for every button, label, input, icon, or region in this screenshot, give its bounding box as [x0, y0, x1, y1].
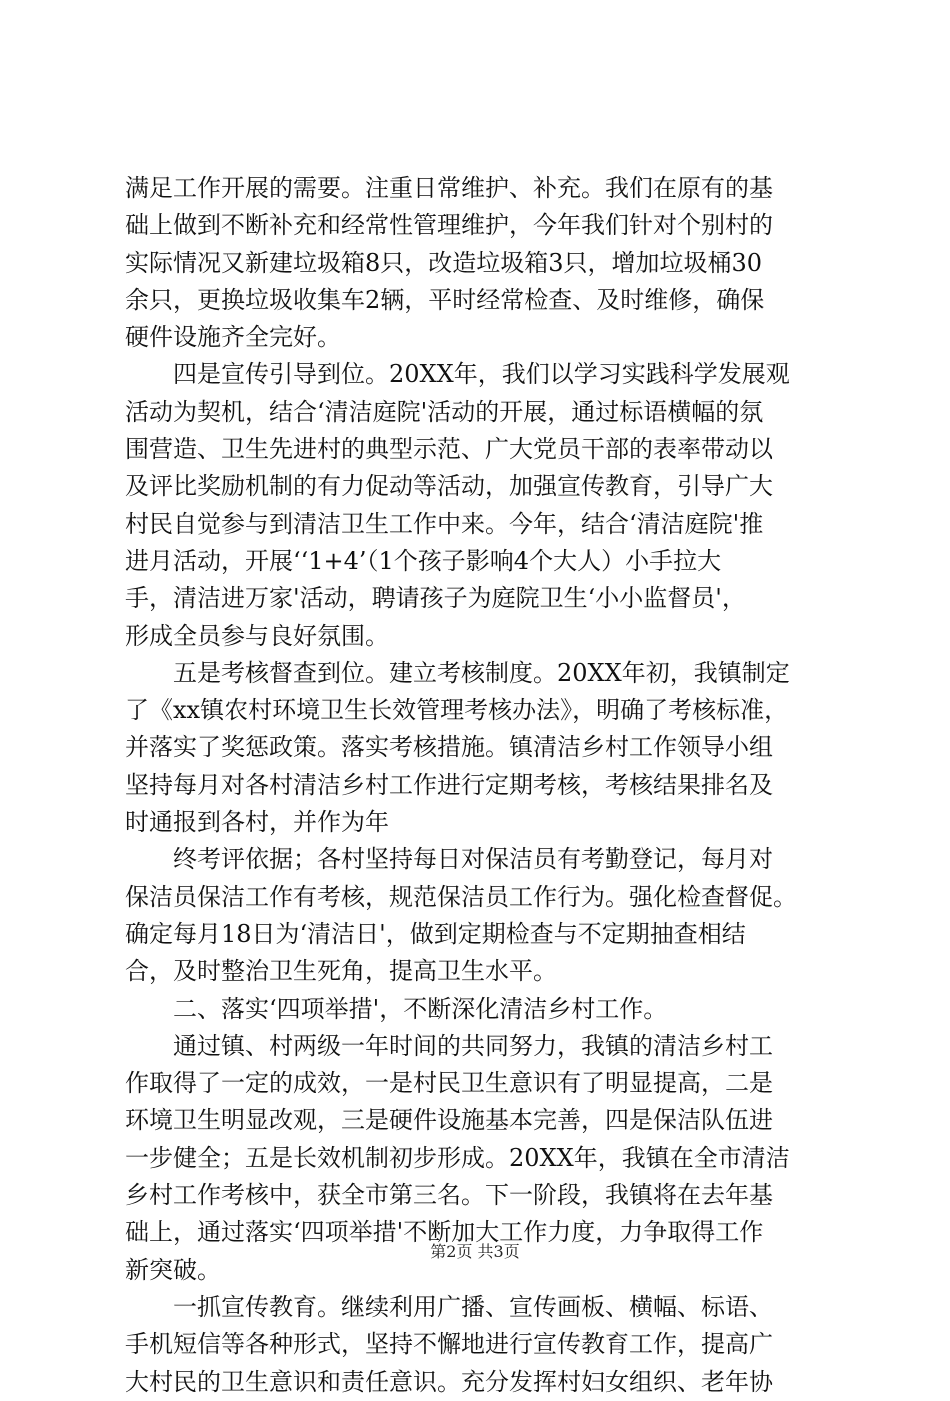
text-line: 手机短信等各种形式，坚持不懈地进行宣传教育工作，提高广 — [125, 1330, 773, 1359]
text-line: 合，及时整治卫生死角，提高卫生水平。 — [125, 957, 557, 986]
text-line: 二、落实‘四项举措'，不断深化清洁乡村工作。 — [125, 994, 668, 1023]
page-footer — [0, 1242, 950, 1262]
text-line: 四是宣传引导到位。20XX年，我们以学习实践科学发展观 — [125, 360, 790, 389]
text-line: 保洁员保洁工作有考核，规范保洁员工作行为。强化检查督促。 — [125, 882, 797, 911]
text-line: 坚持每月对各村清洁乡村工作进行定期考核，考核结果排名及 — [125, 770, 773, 799]
text-line: 余只，更换垃圾收集车2辆，平时经常检查、及时维修，确保 — [125, 285, 765, 314]
text-line: 新突破。 — [125, 1255, 221, 1284]
text-line: 形成全员参与良好氛围。 — [125, 621, 389, 650]
text-line: 了《xx镇农村环境卫生长效管理考核办法》，明确了考核标准， — [125, 696, 789, 725]
text-line: 五是考核督查到位。建立考核制度。20XX年初，我镇制定 — [125, 658, 790, 687]
text-line: 并落实了奖惩政策。落实考核措施。镇清洁乡村工作领导小组 — [125, 733, 773, 762]
text-line: 硬件设施齐全完好。 — [125, 323, 341, 352]
text-line: 进月活动，开展‘‘1+4’（1个孩子影响4个大人）小手拉大 — [125, 546, 722, 575]
text-line: 终考评依据；各村坚持每日对保洁员有考勤登记，每月对 — [125, 845, 773, 874]
text-line: 通过镇、村两级一年时间的共同努力，我镇的清洁乡村工 — [125, 1031, 773, 1060]
text-line: 村民自觉参与到清洁卫生工作中来。今年，结合‘清洁庭院'推 — [125, 509, 764, 538]
text-line: 环境卫生明显改观，三是硬件设施基本完善，四是保洁队伍进 — [125, 1106, 773, 1135]
text-line: 乡村工作考核中，获全市第三名。下一阶段，我镇将在去年基 — [125, 1181, 773, 1210]
document-body — [125, 170, 837, 1401]
text-line: 时通报到各村，并作为年 — [125, 808, 389, 837]
text-line: 手，清洁进万家'活动，聘请孩子为庭院卫生‘小小监督员'， — [125, 584, 746, 613]
text-line: 及评比奖励机制的有力促动等活动，加强宣传教育，引导广大 — [125, 472, 773, 501]
text-line: 础上做到不断补充和经常性管理维护，今年我们针对个别村的 — [125, 211, 773, 240]
text-line: 满足工作开展的需要。注重日常维护、补充。我们在原有的基 — [125, 174, 773, 202]
text-line: 大村民的卫生意识和责任意识。充分发挥村妇女组织、老年协 — [125, 1367, 773, 1396]
text-line: 作取得了一定的成效，一是村民卫生意识有了明显提高，二是 — [125, 1069, 773, 1098]
text-line: 一抓宣传教育。继续利用广播、宣传画板、横幅、标语、 — [125, 1292, 773, 1321]
text-line: 活动为契机，结合‘清洁庭院'活动的开展，通过标语横幅的氛 — [125, 397, 764, 426]
page-number: 第2页 共3页 — [430, 1242, 520, 1261]
text-line: 围营造、卫生先进村的典型示范、广大党员干部的表率带动以 — [125, 435, 773, 464]
text-line: 础上，通过落实‘四项举措'不断加大工作力度，力争取得工作 — [125, 1218, 764, 1247]
text-line: 确定每月18日为‘清洁日'，做到定期检查与不定期抽查相结 — [125, 919, 746, 948]
text-line: 一步健全；五是长效机制初步形成。20XX年，我镇在全市清洁 — [125, 1143, 790, 1172]
text-line: 实际情况又新建垃圾箱8只，改造垃圾箱3只，增加垃圾桶30 — [125, 248, 763, 277]
